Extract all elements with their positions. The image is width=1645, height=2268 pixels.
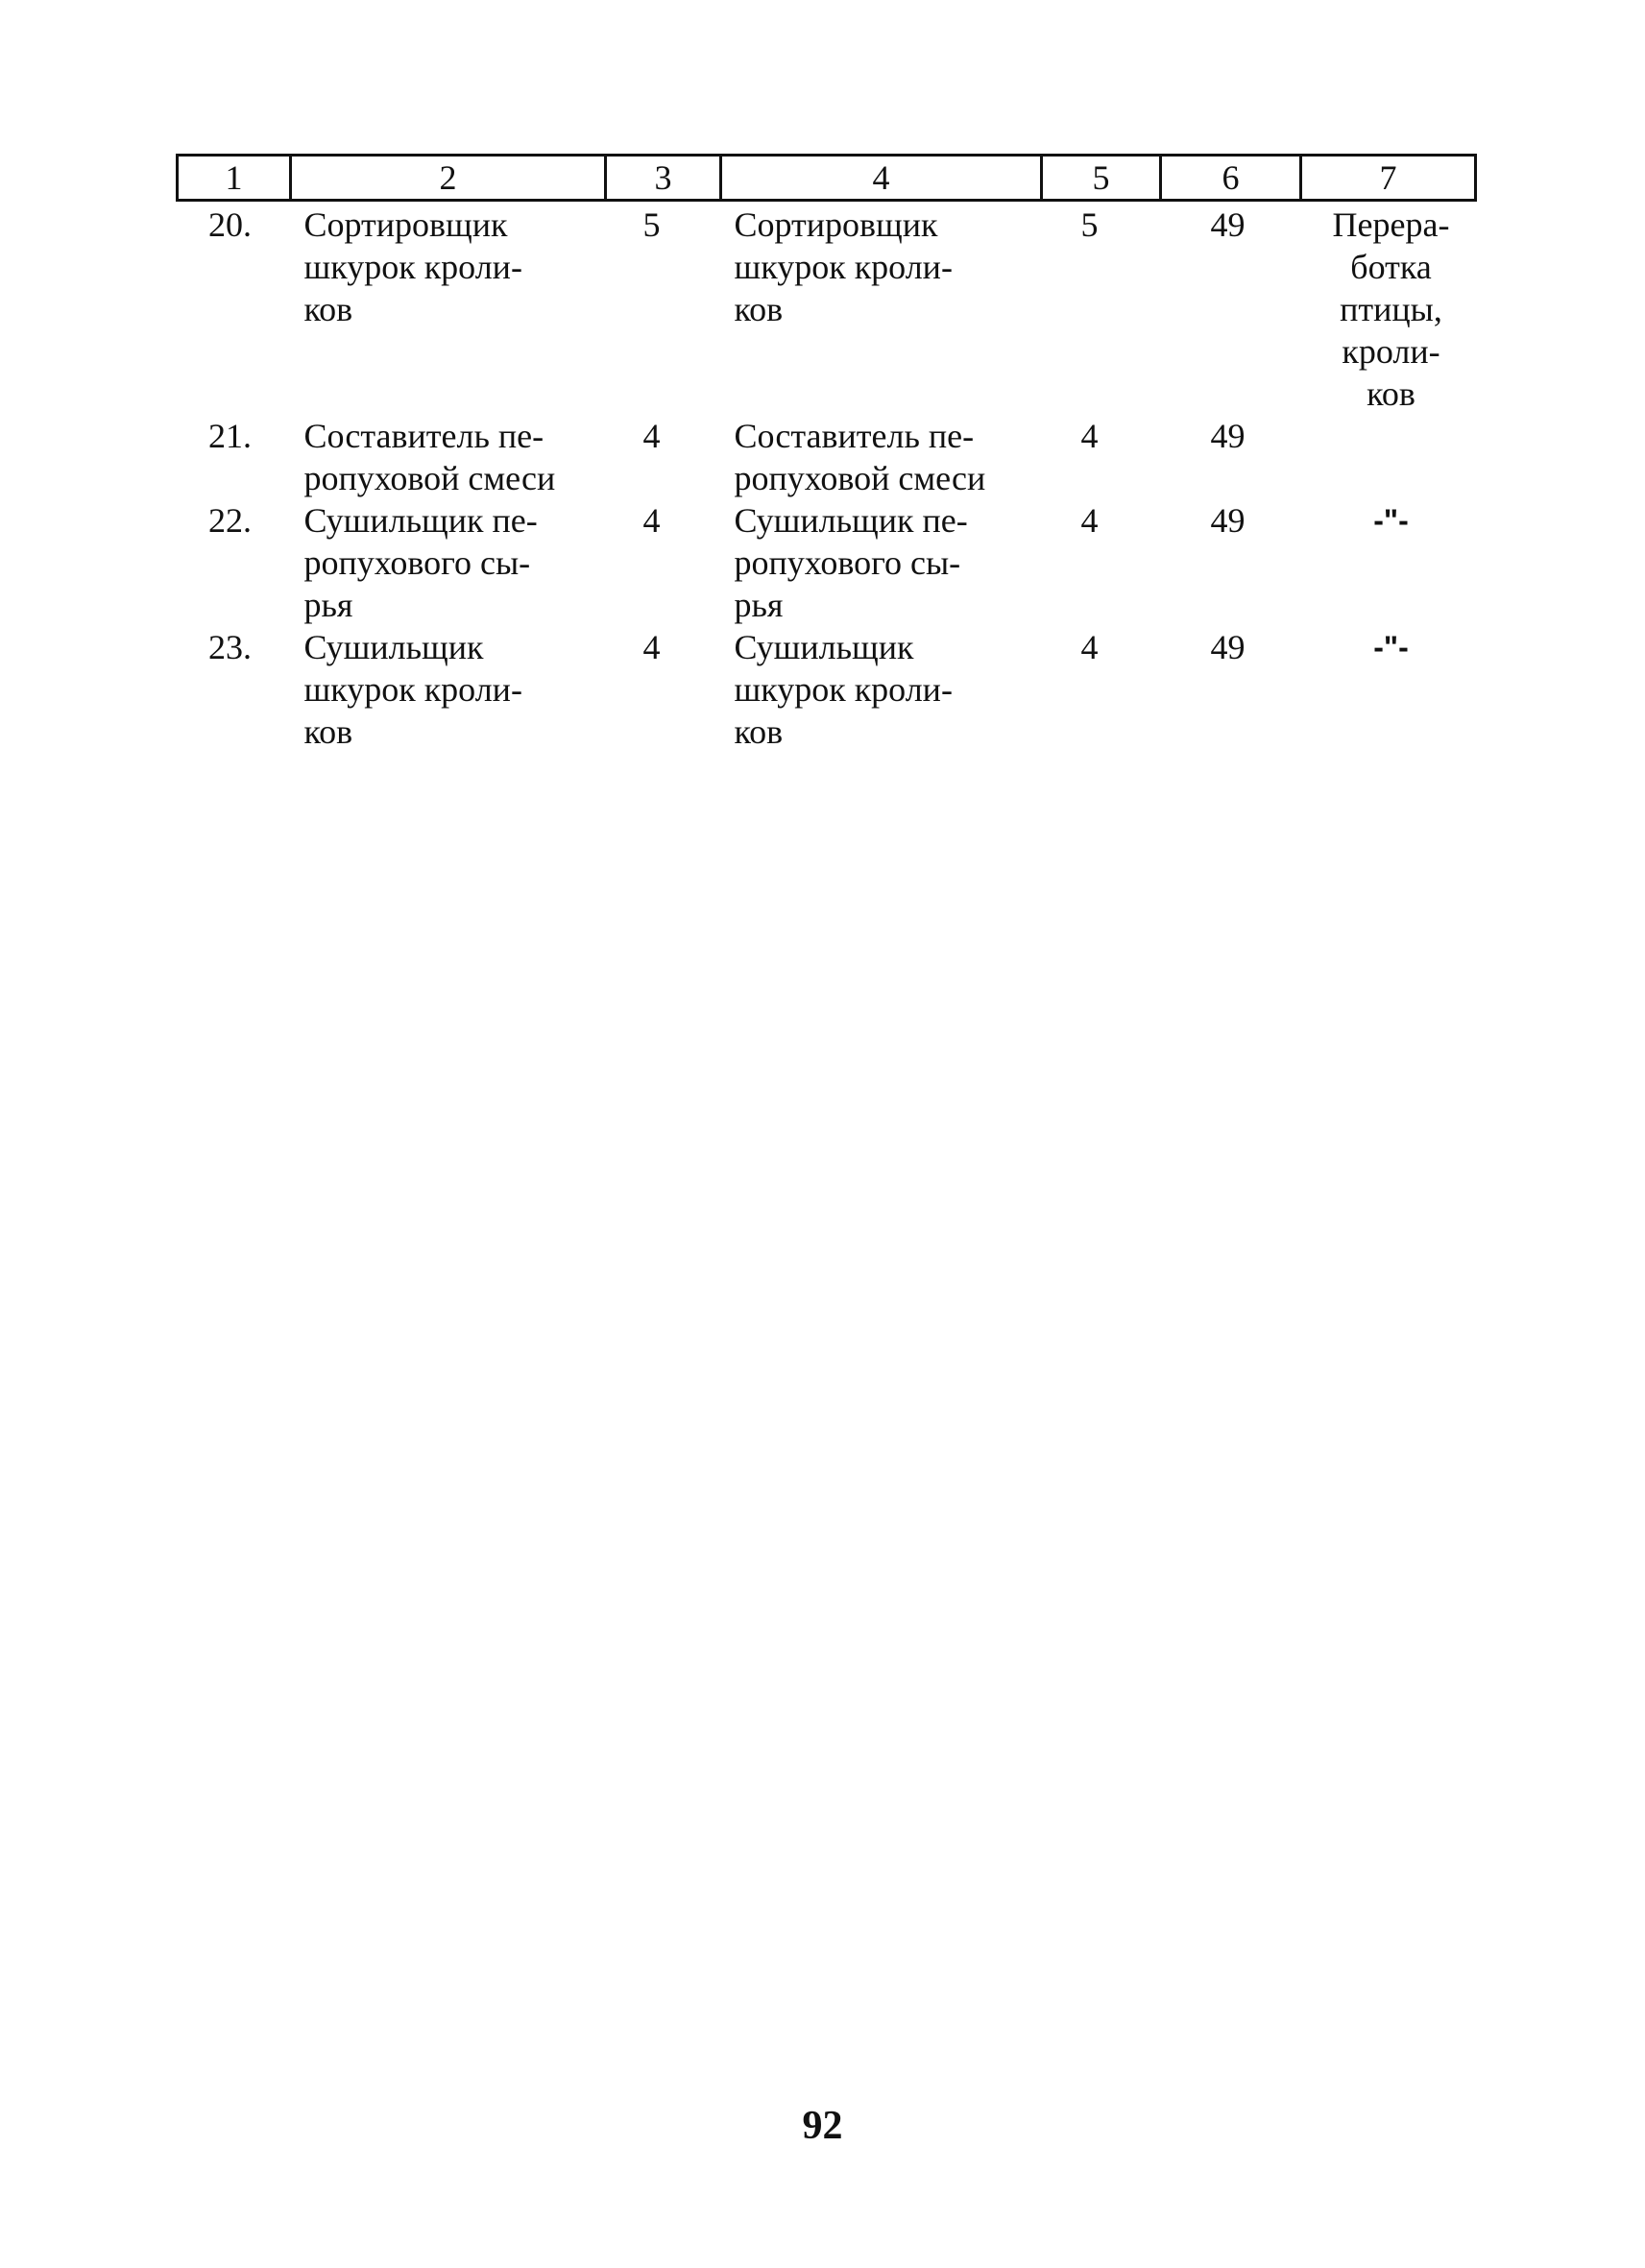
grade-new-cell <box>1042 499 1161 626</box>
cell-line: рья <box>303 586 353 624</box>
table-row <box>178 499 1476 626</box>
cell-line: ков <box>1367 374 1415 413</box>
professions-table <box>176 154 1477 753</box>
cell-line: Сортировщик <box>303 205 508 244</box>
table-header <box>178 156 1476 201</box>
page-number: 92 <box>802 2104 843 2148</box>
header-col-3: 3 <box>606 156 721 201</box>
cell-text: 23. <box>208 628 252 666</box>
cell-line: шкурок кроли- <box>303 670 522 709</box>
row-number-cell <box>178 626 291 753</box>
cell-line: ков <box>734 290 784 328</box>
cell-text: 4 <box>1080 628 1099 666</box>
row-number-cell <box>178 201 291 416</box>
cell-line: Сушильщик пе- <box>734 501 968 540</box>
header-row <box>178 156 1476 201</box>
table-body <box>178 201 1476 754</box>
cell-line: Перера- <box>1332 205 1450 244</box>
cell-text: 20. <box>208 205 252 244</box>
cell-line: шкурок кроли- <box>734 248 953 286</box>
header-col-6: 6 <box>1161 156 1301 201</box>
cell-line: ропуховой смеси <box>734 459 986 497</box>
profession-new-cell <box>721 626 1042 753</box>
cell-text: 49 <box>1210 501 1246 540</box>
grade-cell <box>606 415 721 499</box>
cell-line: ботка <box>1350 248 1432 286</box>
cell-line: Сушильщик пе- <box>303 501 538 540</box>
cell-line: ков <box>303 712 353 751</box>
issue-cell <box>1161 626 1301 753</box>
cell-text: 4 <box>642 417 661 455</box>
section-cell <box>1301 626 1476 753</box>
section-cell <box>1301 415 1476 499</box>
profession-cell <box>291 415 606 499</box>
cell-text: 49 <box>1210 628 1246 666</box>
section-cell <box>1301 499 1476 626</box>
cell-line: ропухового сы- <box>734 543 961 582</box>
cell-line: Сушильщик <box>734 628 914 666</box>
table-row <box>178 626 1476 753</box>
header-col-4: 4 <box>721 156 1042 201</box>
cell-line: кроли- <box>1342 332 1440 371</box>
cell-text: 4 <box>1080 417 1099 455</box>
cell-line: Составитель пе- <box>303 417 544 455</box>
section-cell <box>1301 201 1476 416</box>
cell-line: ропуховой смеси <box>303 459 556 497</box>
grade-new-cell <box>1042 626 1161 753</box>
cell-text: 49 <box>1210 417 1246 455</box>
profession-new-cell <box>721 499 1042 626</box>
cell-line: шкурок кроли- <box>734 670 953 709</box>
cell-line: Сушильщик <box>303 628 484 666</box>
cell-text: 4 <box>1080 501 1099 540</box>
cell-line: ропухового сы- <box>303 543 531 582</box>
issue-cell <box>1161 201 1301 416</box>
cell-text: 5 <box>642 205 661 244</box>
cell-line: Сортировщик <box>734 205 938 244</box>
cell-text: 5 <box>1080 205 1099 244</box>
header-col-2: 2 <box>291 156 606 201</box>
grade-cell <box>606 499 721 626</box>
cell-line: птицы, <box>1340 290 1442 328</box>
grade-cell <box>606 626 721 753</box>
cell-text: 22. <box>208 501 252 540</box>
cell-line: -"- <box>1373 630 1409 664</box>
table-row <box>178 415 1476 499</box>
profession-new-cell <box>721 201 1042 416</box>
table-row <box>178 201 1476 416</box>
cell-text: 49 <box>1210 205 1246 244</box>
cell-line: рья <box>734 586 784 624</box>
cell-line: -"- <box>1373 503 1409 538</box>
header-col-7: 7 <box>1301 156 1476 201</box>
issue-cell <box>1161 415 1301 499</box>
profession-new-cell <box>721 415 1042 499</box>
profession-cell <box>291 499 606 626</box>
cell-text: 4 <box>642 501 661 540</box>
profession-cell <box>291 626 606 753</box>
cell-line: шкурок кроли- <box>303 248 522 286</box>
issue-cell <box>1161 499 1301 626</box>
row-number-cell <box>178 415 291 499</box>
grade-cell <box>606 201 721 416</box>
profession-cell <box>291 201 606 416</box>
cell-line: Составитель пе- <box>734 417 975 455</box>
cell-line: ков <box>303 290 353 328</box>
header-col-1: 1 <box>178 156 291 201</box>
grade-new-cell <box>1042 201 1161 416</box>
cell-text: 4 <box>642 628 661 666</box>
header-col-5: 5 <box>1042 156 1161 201</box>
grade-new-cell <box>1042 415 1161 499</box>
row-number-cell <box>178 499 291 626</box>
cell-text: 21. <box>208 417 252 455</box>
cell-line: ков <box>734 712 784 751</box>
